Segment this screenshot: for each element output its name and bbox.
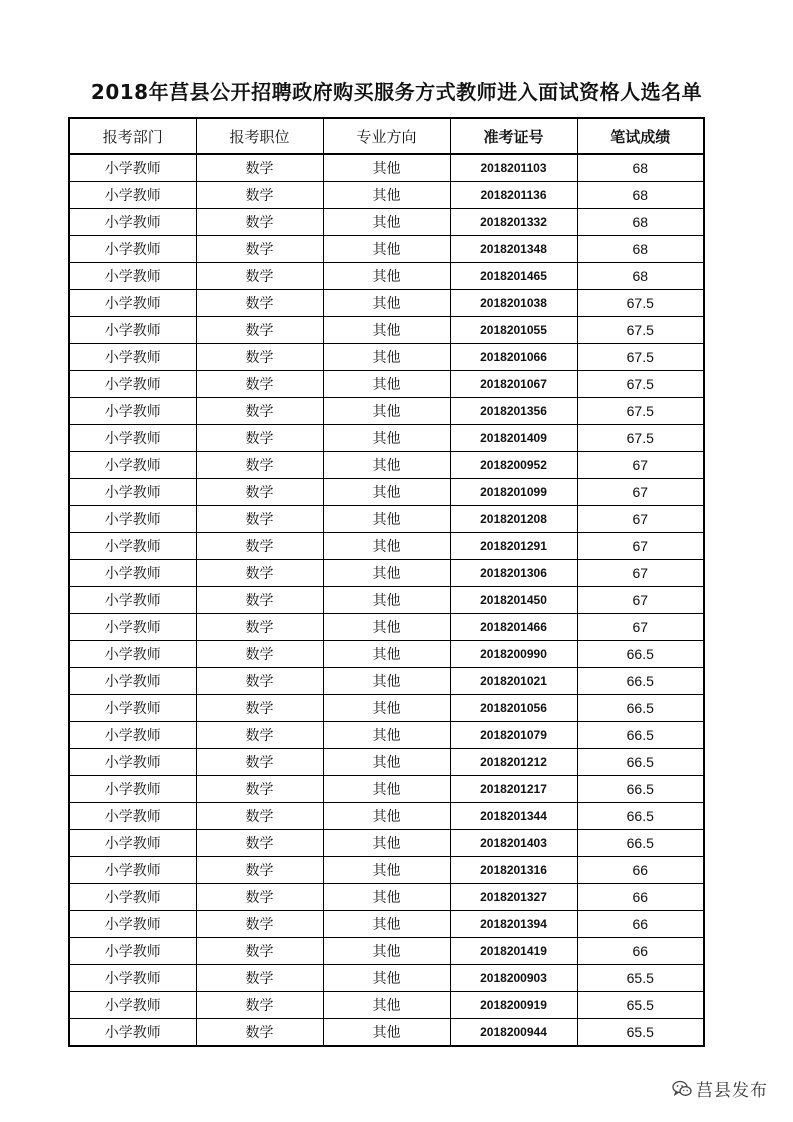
cell-major: 其他 [323, 938, 450, 965]
wechat-icon [672, 1080, 692, 1098]
table-row [69, 668, 704, 695]
cell-department: 小学教师 [69, 587, 196, 614]
cell-department: 小学教师 [69, 722, 196, 749]
cell-major: 其他 [323, 695, 450, 722]
cell-department: 小学教师 [69, 371, 196, 398]
cell-major: 其他 [323, 452, 450, 479]
cell-position: 数学 [196, 614, 323, 641]
table-row [69, 587, 704, 614]
cell-department: 小学教师 [69, 803, 196, 830]
cell-score: 67 [577, 614, 704, 641]
cell-score: 66.5 [577, 722, 704, 749]
cell-department: 小学教师 [69, 1019, 196, 1047]
cell-score: 66.5 [577, 695, 704, 722]
cell-score: 65.5 [577, 965, 704, 992]
table-row [69, 182, 704, 209]
page-title: 2018年莒县公开招聘政府购买服务方式教师进入面试资格人选名单 [90, 80, 703, 104]
table-row [69, 641, 704, 668]
cell-position: 数学 [196, 371, 323, 398]
cell-department: 小学教师 [69, 992, 196, 1019]
cell-exam-number: 2018201056 [450, 695, 577, 722]
table-row [69, 722, 704, 749]
cell-exam-number: 2018201055 [450, 317, 577, 344]
cell-exam-number: 2018201291 [450, 533, 577, 560]
cell-position: 数学 [196, 452, 323, 479]
cell-exam-number: 2018200944 [450, 1019, 577, 1047]
cell-position: 数学 [196, 263, 323, 290]
cell-major: 其他 [323, 533, 450, 560]
table-row [69, 1019, 704, 1047]
cell-exam-number: 2018201394 [450, 911, 577, 938]
cell-position: 数学 [196, 398, 323, 425]
cell-exam-number: 2018201306 [450, 560, 577, 587]
header-major: 专业方向 [323, 118, 450, 154]
cell-major: 其他 [323, 641, 450, 668]
cell-score: 67.5 [577, 344, 704, 371]
cell-position: 数学 [196, 668, 323, 695]
cell-score: 67 [577, 452, 704, 479]
cell-major: 其他 [323, 263, 450, 290]
cell-major: 其他 [323, 317, 450, 344]
cell-score: 67.5 [577, 425, 704, 452]
table-row [69, 830, 704, 857]
cell-position: 数学 [196, 1019, 323, 1047]
cell-department: 小学教师 [69, 290, 196, 317]
cell-major: 其他 [323, 749, 450, 776]
header-exam-number: 准考证号 [450, 118, 577, 154]
table-row [69, 344, 704, 371]
cell-score: 66 [577, 911, 704, 938]
table-row [69, 776, 704, 803]
cell-major: 其他 [323, 398, 450, 425]
cell-score: 66.5 [577, 749, 704, 776]
table-row [69, 452, 704, 479]
cell-department: 小学教师 [69, 236, 196, 263]
cell-major: 其他 [323, 290, 450, 317]
cell-position: 数学 [196, 857, 323, 884]
cell-position: 数学 [196, 506, 323, 533]
cell-exam-number: 2018201066 [450, 344, 577, 371]
cell-score: 66.5 [577, 830, 704, 857]
cell-exam-number: 2018201348 [450, 236, 577, 263]
cell-department: 小学教师 [69, 263, 196, 290]
table-row [69, 506, 704, 533]
table-row [69, 560, 704, 587]
cell-position: 数学 [196, 479, 323, 506]
cell-department: 小学教师 [69, 695, 196, 722]
table-row [69, 263, 704, 290]
header-score: 笔试成绩 [577, 118, 704, 154]
cell-department: 小学教师 [69, 533, 196, 560]
cell-major: 其他 [323, 803, 450, 830]
cell-major: 其他 [323, 344, 450, 371]
cell-department: 小学教师 [69, 965, 196, 992]
cell-exam-number: 2018200990 [450, 641, 577, 668]
cell-position: 数学 [196, 236, 323, 263]
watermark-text: 莒县发布 [696, 1081, 768, 1101]
cell-position: 数学 [196, 344, 323, 371]
cell-score: 68 [577, 209, 704, 236]
table-row [69, 371, 704, 398]
cell-exam-number: 2018201103 [450, 154, 577, 182]
cell-score: 68 [577, 154, 704, 182]
cell-position: 数学 [196, 533, 323, 560]
table-row [69, 857, 704, 884]
cell-major: 其他 [323, 425, 450, 452]
cell-exam-number: 2018201465 [450, 263, 577, 290]
cell-score: 65.5 [577, 992, 704, 1019]
cell-major: 其他 [323, 479, 450, 506]
cell-department: 小学教师 [69, 344, 196, 371]
cell-exam-number: 2018201099 [450, 479, 577, 506]
table-row [69, 317, 704, 344]
cell-position: 数学 [196, 587, 323, 614]
cell-exam-number: 2018201136 [450, 182, 577, 209]
cell-exam-number: 2018201466 [450, 614, 577, 641]
cell-exam-number: 2018201450 [450, 587, 577, 614]
cell-score: 66.5 [577, 641, 704, 668]
cell-department: 小学教师 [69, 749, 196, 776]
cell-exam-number: 2018201021 [450, 668, 577, 695]
cell-position: 数学 [196, 560, 323, 587]
watermark [672, 1076, 768, 1101]
cell-score: 67 [577, 479, 704, 506]
cell-major: 其他 [323, 209, 450, 236]
cell-department: 小学教师 [69, 317, 196, 344]
cell-department: 小学教师 [69, 154, 196, 182]
table-row [69, 884, 704, 911]
cell-major: 其他 [323, 830, 450, 857]
cell-major: 其他 [323, 857, 450, 884]
cell-exam-number: 2018201212 [450, 749, 577, 776]
cell-exam-number: 2018201067 [450, 371, 577, 398]
header-position: 报考职位 [196, 118, 323, 154]
table-row [69, 533, 704, 560]
cell-department: 小学教师 [69, 182, 196, 209]
cell-major: 其他 [323, 965, 450, 992]
cell-score: 67.5 [577, 317, 704, 344]
header-department: 报考部门 [69, 118, 196, 154]
cell-position: 数学 [196, 749, 323, 776]
cell-department: 小学教师 [69, 938, 196, 965]
cell-department: 小学教师 [69, 668, 196, 695]
cell-department: 小学教师 [69, 641, 196, 668]
cell-department: 小学教师 [69, 830, 196, 857]
cell-exam-number: 2018201403 [450, 830, 577, 857]
table-row [69, 425, 704, 452]
table-body [69, 154, 704, 1046]
cell-score: 67 [577, 533, 704, 560]
table-row [69, 965, 704, 992]
cell-department: 小学教师 [69, 776, 196, 803]
cell-department: 小学教师 [69, 209, 196, 236]
cell-position: 数学 [196, 992, 323, 1019]
cell-major: 其他 [323, 587, 450, 614]
table-row [69, 209, 704, 236]
cell-score: 66 [577, 884, 704, 911]
table-row [69, 398, 704, 425]
table-row [69, 911, 704, 938]
cell-score: 67 [577, 560, 704, 587]
cell-major: 其他 [323, 371, 450, 398]
cell-exam-number: 2018201409 [450, 425, 577, 452]
cell-position: 数学 [196, 425, 323, 452]
cell-position: 数学 [196, 830, 323, 857]
cell-department: 小学教师 [69, 506, 196, 533]
cell-major: 其他 [323, 154, 450, 182]
cell-department: 小学教师 [69, 479, 196, 506]
table-row [69, 803, 704, 830]
cell-exam-number: 2018200952 [450, 452, 577, 479]
cell-major: 其他 [323, 722, 450, 749]
cell-position: 数学 [196, 938, 323, 965]
cell-score: 66 [577, 857, 704, 884]
cell-exam-number: 2018201217 [450, 776, 577, 803]
table-row [69, 614, 704, 641]
cell-major: 其他 [323, 182, 450, 209]
cell-position: 数学 [196, 803, 323, 830]
header-row [69, 118, 704, 154]
cell-score: 68 [577, 263, 704, 290]
cell-major: 其他 [323, 560, 450, 587]
cell-position: 数学 [196, 695, 323, 722]
cell-major: 其他 [323, 1019, 450, 1047]
cell-major: 其他 [323, 992, 450, 1019]
cell-exam-number: 2018201208 [450, 506, 577, 533]
cell-major: 其他 [323, 776, 450, 803]
cell-major: 其他 [323, 506, 450, 533]
cell-position: 数学 [196, 290, 323, 317]
table-row [69, 479, 704, 506]
cell-position: 数学 [196, 154, 323, 182]
cell-exam-number: 2018201316 [450, 857, 577, 884]
cell-position: 数学 [196, 209, 323, 236]
table-header [69, 118, 704, 154]
cell-exam-number: 2018200919 [450, 992, 577, 1019]
cell-exam-number: 2018201079 [450, 722, 577, 749]
cell-exam-number: 2018201327 [450, 884, 577, 911]
cell-department: 小学教师 [69, 911, 196, 938]
cell-department: 小学教师 [69, 857, 196, 884]
cell-major: 其他 [323, 884, 450, 911]
candidate-table [68, 117, 705, 1047]
cell-score: 67.5 [577, 398, 704, 425]
cell-score: 66 [577, 938, 704, 965]
table-row [69, 749, 704, 776]
cell-score: 66.5 [577, 776, 704, 803]
table-row [69, 154, 704, 182]
cell-major: 其他 [323, 614, 450, 641]
cell-department: 小学教师 [69, 614, 196, 641]
cell-score: 65.5 [577, 1019, 704, 1047]
cell-score: 66.5 [577, 668, 704, 695]
cell-score: 67 [577, 587, 704, 614]
table-row [69, 695, 704, 722]
cell-department: 小学教师 [69, 884, 196, 911]
cell-position: 数学 [196, 884, 323, 911]
cell-exam-number: 2018200903 [450, 965, 577, 992]
cell-score: 67.5 [577, 371, 704, 398]
cell-exam-number: 2018201038 [450, 290, 577, 317]
cell-score: 67 [577, 506, 704, 533]
cell-exam-number: 2018201332 [450, 209, 577, 236]
table-row [69, 290, 704, 317]
table-row [69, 236, 704, 263]
cell-score: 66.5 [577, 803, 704, 830]
cell-position: 数学 [196, 911, 323, 938]
cell-position: 数学 [196, 965, 323, 992]
cell-position: 数学 [196, 182, 323, 209]
cell-position: 数学 [196, 317, 323, 344]
cell-exam-number: 2018201356 [450, 398, 577, 425]
cell-exam-number: 2018201344 [450, 803, 577, 830]
cell-department: 小学教师 [69, 398, 196, 425]
cell-position: 数学 [196, 722, 323, 749]
table-row [69, 938, 704, 965]
cell-exam-number: 2018201419 [450, 938, 577, 965]
table-row [69, 992, 704, 1019]
cell-major: 其他 [323, 236, 450, 263]
cell-score: 68 [577, 182, 704, 209]
cell-position: 数学 [196, 641, 323, 668]
cell-score: 67.5 [577, 290, 704, 317]
cell-position: 数学 [196, 776, 323, 803]
cell-department: 小学教师 [69, 425, 196, 452]
cell-score: 68 [577, 236, 704, 263]
cell-department: 小学教师 [69, 452, 196, 479]
cell-major: 其他 [323, 668, 450, 695]
cell-major: 其他 [323, 911, 450, 938]
cell-department: 小学教师 [69, 560, 196, 587]
